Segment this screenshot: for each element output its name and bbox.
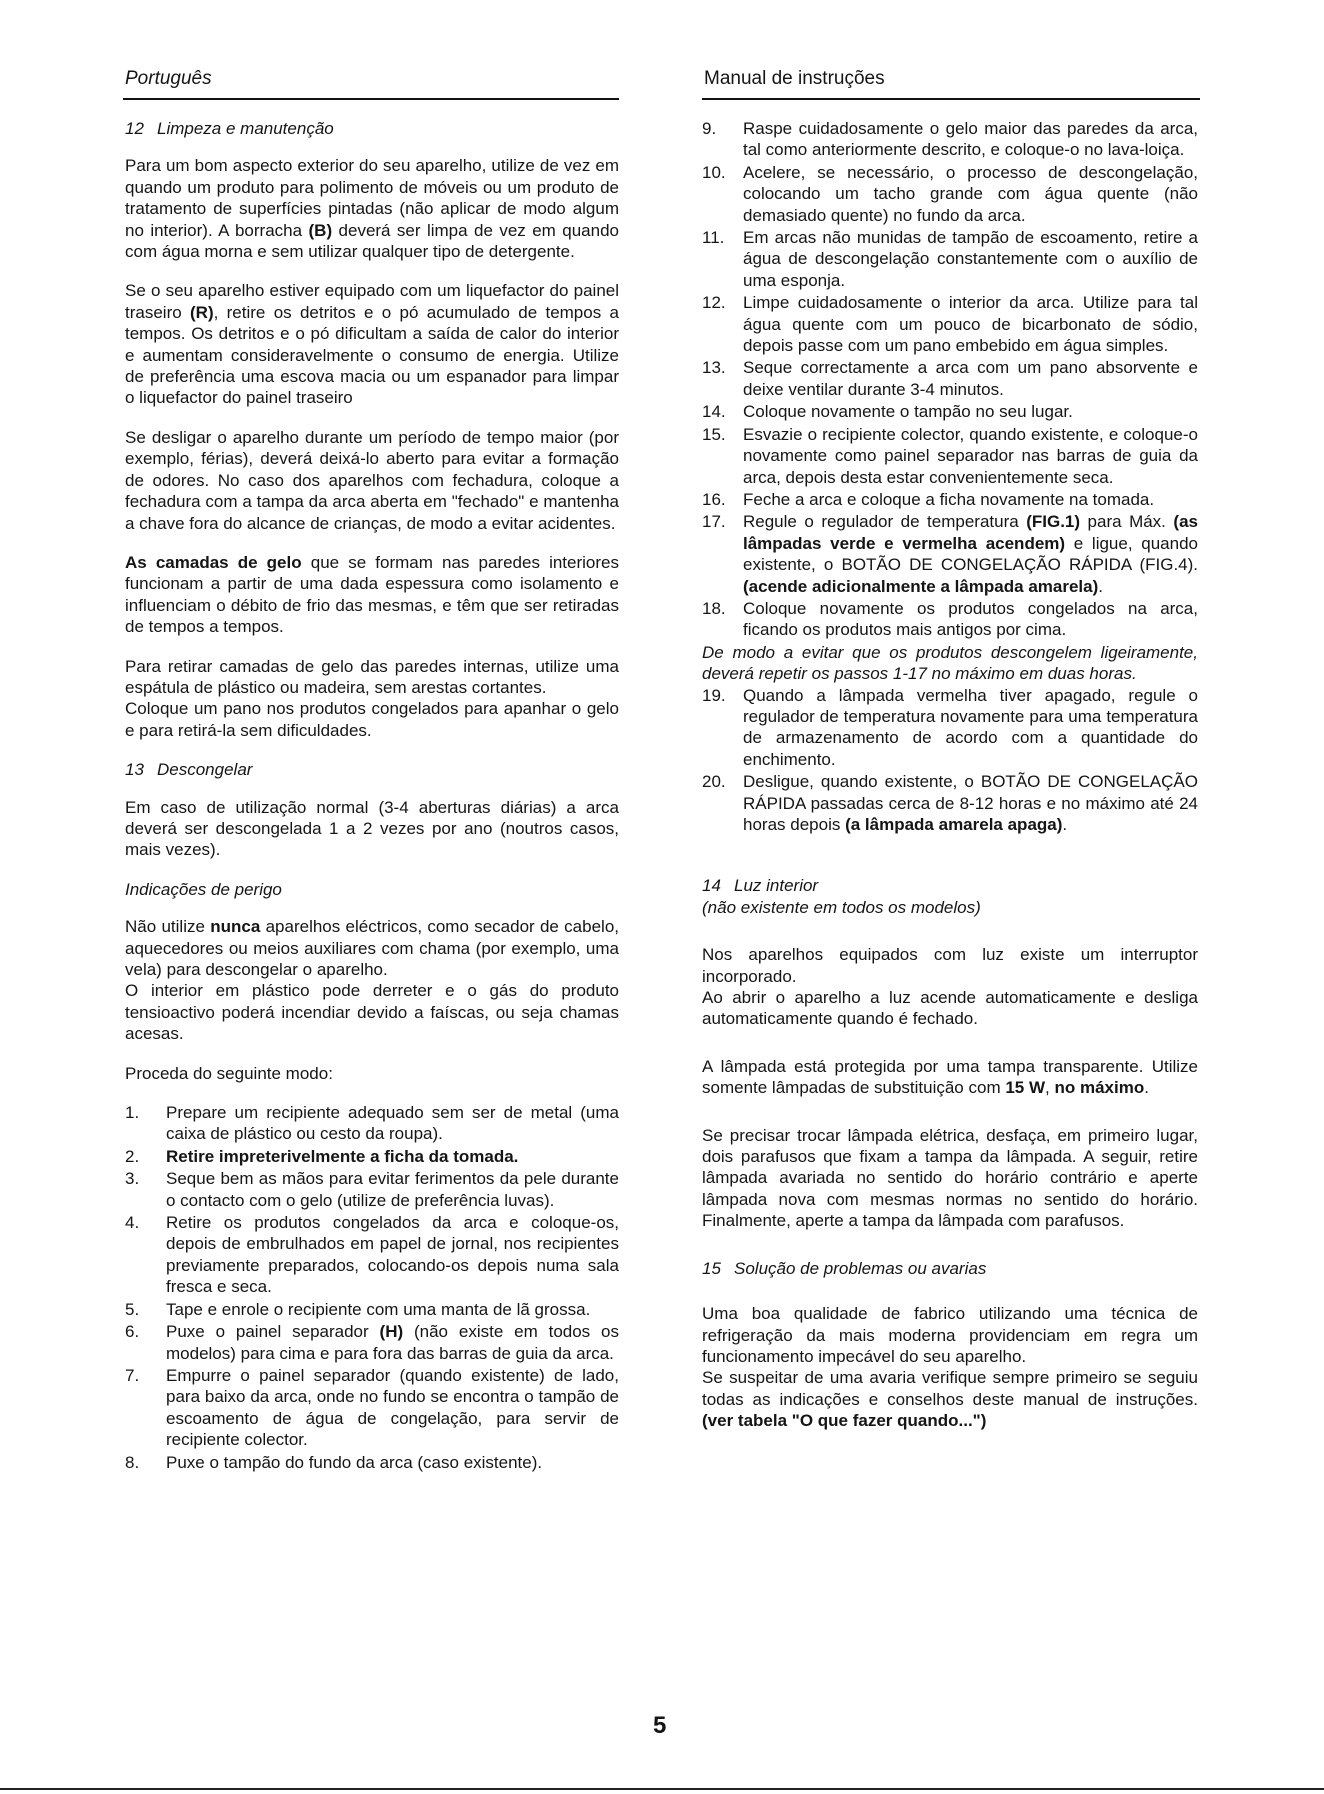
header-rule-right <box>702 98 1200 100</box>
right-column <box>702 118 1198 1450</box>
emphasis: (acende adicionalmente a lâmpada amarela) <box>743 576 1099 596</box>
text: Para um bom aspecto exterior do seu aparelho, utilize de vez em quando um produto para polimento de móveis ou um produto de tratamento de superfícies pintadas (não aplicar de modo algum no interior). A borracha <box>125 156 619 240</box>
item-text: Esvazie o recipiente colector, quando existente, e coloque-o novamente como painel separador nas barras de guia da arca, depois desta estar convenientemente seca. <box>743 424 1198 487</box>
emphasis: (ver tabela "O que fazer quando...") <box>702 1411 987 1431</box>
page-number: 5 <box>653 1712 667 1739</box>
header-manual-title: Manual de instruções <box>704 68 885 89</box>
list-item <box>125 1212 619 1298</box>
section-title: Limpeza e manutenção <box>157 119 334 138</box>
paragraph: Se desligar o aparelho durante um período de tempo maior (por exemplo, férias), deverá deixá-lo aberto para evitar a formação de odores. No caso dos aparelhos com fechadura, coloque a fechadura com a tampa da arca aberta em "fechado" e mantenha a chave fora do alcance de crianças, de modo a evitar acidentes. <box>125 427 619 533</box>
item-text: Puxe o painel separador <box>166 1322 380 1342</box>
paragraph: Se precisar trocar lâmpada elétrica, desfaça, em primeiro lugar, dois parafusos que fixam a tampa da lâmpada. A seguir, retire lâmpada avariada no sentido do horário contrário e aperte lâmpada nova com mesmas normas no sentido do horário. Finalmente, aperte a tampa da lâmpada com parafusos. <box>702 1125 1198 1231</box>
item-number: 3. <box>125 1169 140 1189</box>
header-rule-left <box>123 98 619 100</box>
paragraph <box>125 155 619 262</box>
list-item <box>702 227 1198 291</box>
text: aparelhos eléctricos, como secador de cabelo, aquecedores ou meios auxiliares com chama (por exemplo, uma vela) para descongelar o aparelho. <box>125 917 619 979</box>
section-14-heading <box>702 875 1198 896</box>
item-number: 18. <box>702 598 726 618</box>
paragraph: Nos aparelhos equipados com luz existe um interruptor incorporado. <box>702 945 1198 986</box>
text: , retire os detritos e o pó acumulado de tempos a tempos. Os detritos e o pó dificultam a saída de calor do interior e aumentam consideravelmente o consumo de energia. Utilize de preferência uma escova macia ou um espanador para limpar o liquefactor do painel traseiro <box>125 302 619 408</box>
emphasis: (R) <box>190 302 214 322</box>
header-language: Português <box>125 68 212 89</box>
item-number: 14. <box>702 402 726 422</box>
list-item <box>702 118 1198 161</box>
section-title: Descongelar <box>157 760 253 780</box>
paragraph: Proceda do seguinte modo: <box>125 1063 333 1083</box>
item-number: 7. <box>125 1365 140 1385</box>
list-item <box>702 162 1198 226</box>
item-number: 5. <box>125 1299 140 1319</box>
paragraph <box>125 280 619 408</box>
steps-list-continued <box>702 118 1198 641</box>
list-item <box>702 598 1198 641</box>
emphasis: (a lâmpada amarela apaga) <box>845 815 1063 834</box>
list-item <box>702 292 1198 356</box>
paragraph: Coloque um pano nos produtos congelados para apanhar o gelo e para retirá-la sem dificuldades. <box>125 699 619 740</box>
text: Se suspeitar de uma avaria verifique sempre primeiro se seguiu todas as indicações e conselhos deste manual de instruções. <box>702 1368 1198 1409</box>
item-number: 13. <box>702 358 726 378</box>
list-item <box>702 357 1198 400</box>
emphasis: no máximo <box>1054 1078 1145 1098</box>
emphasis: nunca <box>210 917 261 937</box>
paragraph: Ao abrir o aparelho a luz acende automaticamente e desliga automaticamente quando é fechado. <box>702 988 1198 1029</box>
item-text: (não existe em todos os modelos) para cima e para fora das barras de guia da arca. <box>166 1322 619 1363</box>
paragraph: O interior em plástico pode derreter e o gás do produto tensioactivo poderá incendiar devido a faíscas, ou seja chamas acesas. <box>125 981 619 1044</box>
item-text: Coloque novamente os produtos congelados na arca, ficando os produtos mais antigos por cima. <box>743 598 1198 640</box>
item-text: para Máx. <box>1080 512 1174 532</box>
paragraph <box>125 552 619 638</box>
list-item <box>125 1321 619 1364</box>
steps-list <box>125 1102 619 1473</box>
item-number: 4. <box>125 1213 140 1233</box>
text: deverá ser limpa de vez em quando com água morna e sem utilizar qualquer tipo de detergente. <box>125 220 619 262</box>
item-number: 20. <box>702 772 726 792</box>
list-item <box>125 1452 619 1473</box>
paragraph <box>125 916 619 980</box>
item-number: 16. <box>702 489 726 509</box>
item-number: 17. <box>702 512 726 532</box>
item-text: . <box>1098 576 1103 596</box>
section-15-heading <box>702 1258 1198 1279</box>
item-text: . <box>1062 815 1068 834</box>
item-number: 19. <box>702 685 726 705</box>
item-text: Em arcas não munidas de tampão de escoamento, retire a água de descongelação constantemente com o auxílio de uma esponja. <box>743 228 1198 290</box>
emphasis: (B) <box>308 220 333 240</box>
item-number: 6. <box>125 1322 140 1342</box>
item-text: Raspe cuidadosamente o gelo maior das paredes da arca, tal como anteriormente descrito, e coloque-o no lava-loiça. <box>743 119 1198 160</box>
section-number: 14 <box>702 876 721 896</box>
danger-heading: Indicações de perigo <box>125 879 282 899</box>
item-number: 8. <box>125 1452 140 1472</box>
item-text: Seque correctamente a arca com um pano absorvente e deixe ventilar durante 3-4 minutos. <box>743 358 1198 399</box>
item-number: 15. <box>702 424 726 444</box>
emphasis: As camadas de gelo <box>125 552 302 572</box>
item-number: 10. <box>702 162 726 182</box>
item-number: 9. <box>702 119 717 138</box>
text: Se o seu aparelho estiver equipado com um liquefactor do painel traseiro <box>125 281 619 322</box>
item-text: Feche a arca e coloque a ficha novamente na tomada. <box>743 489 1155 509</box>
emphasis: (FIG.1) <box>1026 512 1081 532</box>
item-number: 12. <box>702 293 726 313</box>
list-item <box>125 1102 619 1145</box>
text: Não utilize <box>125 917 211 937</box>
list-item <box>702 401 1198 422</box>
italic-note: De modo a evitar que os produtos descongelem ligeiramente, deverá repetir os passos 1-17 no máximo em duas horas. <box>702 642 1198 684</box>
paragraph: Uma boa qualidade de fabrico utilizando uma técnica de refrigeração da mais moderna providenciam em regra um funcionamento impecável do seu aparelho. <box>702 1304 1198 1366</box>
emphasis: (H) <box>379 1322 404 1342</box>
section-12-heading <box>125 118 619 139</box>
list-item <box>125 1168 619 1211</box>
item-number: 1. <box>125 1103 140 1123</box>
list-item <box>702 685 1198 771</box>
paragraph: Para retirar camadas de gelo das paredes internas, utilize uma espátula de plástico ou madeira, sem arestas cortantes. <box>125 656 619 697</box>
item-text: Limpe cuidadosamente o interior da arca. Utilize para tal água quente com um pouco de bicarbonato de sódio, depois passe com um pano embebido em água simples. <box>743 293 1198 356</box>
emphasis: (as lâmpadas verde e vermelha acendem) <box>743 512 1198 553</box>
item-text: Empurre o painel separador (quando existente) de lado, para baixo da arca, onde no fundo se encontra o tampão de escoamento de água de congelação, para servir de recipiente colector. <box>166 1365 619 1450</box>
item-text: Coloque novamente o tampão no seu lugar. <box>743 402 1073 422</box>
list-item <box>702 771 1198 835</box>
text: , <box>1045 1078 1055 1098</box>
item-text: Prepare um recipiente adequado sem ser de metal (uma caixa de plástico ou cesto da roupa). <box>166 1103 619 1144</box>
steps-list-final <box>702 685 1198 836</box>
paragraph: Em caso de utilização normal (3-4 aberturas diárias) a arca deverá ser descongelada 1 a 2 vezes por ano (noutros casos, mais vezes). <box>125 797 619 860</box>
bottom-edge-line <box>0 1788 1324 1790</box>
list-item <box>125 1365 619 1451</box>
left-column <box>125 118 619 1489</box>
item-text: Regule o regulador de temperatura <box>743 512 1027 532</box>
emphasis: 15 W <box>1005 1078 1046 1098</box>
text: que se formam nas paredes interiores funcionam a partir de uma dada espessura como isolamento e influenciam o débito de frio das mesmas, e têm que ser retiradas de tempos a tempos. <box>125 552 619 637</box>
item-text: Quando a lâmpada vermelha tiver apagado, regule o regulador de temperatura novamente para uma temperatura de armazenamento de acordo com a quantidade do enchimento. <box>743 685 1198 769</box>
section-number: 13 <box>125 760 144 780</box>
text: . <box>1144 1078 1149 1098</box>
section-title: Solução de problemas ou avarias <box>734 1258 987 1278</box>
item-text: Retire impreterivelmente a ficha da tomada. <box>166 1146 519 1166</box>
item-text: Seque bem as mãos para evitar ferimentos da pele durante o contacto com o gelo (utilize de preferência luvas). <box>166 1169 619 1210</box>
section-number: 15 <box>702 1258 721 1278</box>
item-number: 2. <box>125 1146 140 1166</box>
item-text: Desligue, quando existente, o BOTÃO DE CONGELAÇÃO RÁPIDA passadas cerca de 8-12 horas e no máximo até 24 horas depois <box>743 772 1198 834</box>
section-title: Luz interior <box>734 876 819 896</box>
item-text: Acelere, se necessário, o processo de descongelação, colocando um tacho grande com água quente (não demasiado quente) no fundo da arca. <box>743 162 1198 225</box>
paragraph <box>702 1056 1198 1099</box>
paragraph <box>702 1367 1198 1431</box>
list-item <box>702 511 1198 597</box>
section-13-heading <box>125 759 619 780</box>
list-item <box>125 1299 619 1320</box>
list-item <box>702 489 1198 510</box>
list-item <box>125 1146 619 1167</box>
text: A lâmpada está protegida por uma tampa transparente. Utilize somente lâmpadas de substituição com <box>702 1056 1198 1098</box>
item-text: Puxe o tampão do fundo da arca (caso existente). <box>166 1452 543 1472</box>
item-text: Retire os produtos congelados da arca e coloque-os, depois de embrulhados em papel de jornal, nos recipientes previamente preparados, colocando-os depois numa sala fresca e seca. <box>166 1213 619 1297</box>
item-text: e ligue, quando existente, o BOTÃO DE CONGELAÇÃO RÁPIDA (FIG.4). <box>743 533 1198 575</box>
list-item <box>702 424 1198 488</box>
section-subtitle: (não existente em todos os modelos) <box>702 897 981 917</box>
item-text: Tape e enrole o recipiente com uma manta de lã grossa. <box>166 1299 591 1319</box>
item-number: 11. <box>702 228 725 248</box>
section-number: 12 <box>125 119 144 138</box>
